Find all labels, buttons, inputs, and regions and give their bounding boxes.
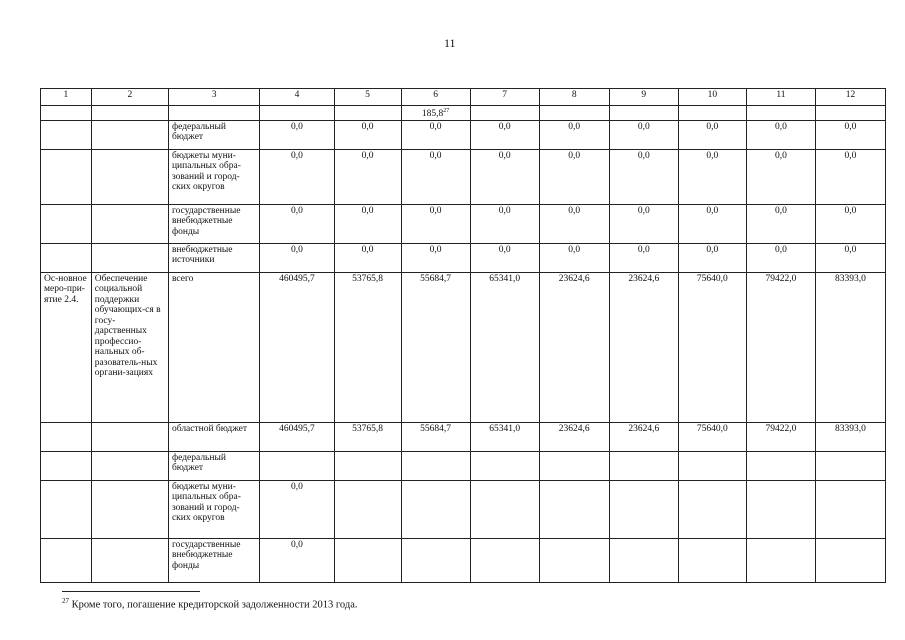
table-cell (334, 538, 401, 582)
column-header-3: 3 (168, 89, 259, 106)
column-header-10: 10 (678, 89, 746, 106)
table-cell (609, 538, 678, 582)
table-row (41, 204, 886, 243)
table-cell (470, 106, 539, 121)
table-cell: 53765,8 (334, 422, 401, 451)
column-header-2: 2 (91, 89, 168, 106)
table-row (41, 149, 886, 204)
table-cell (539, 538, 609, 582)
table-cell (41, 149, 92, 204)
footnote-rule (62, 591, 200, 592)
table-row (41, 538, 886, 582)
table-cell: 0,0 (470, 149, 539, 204)
table-cell (609, 106, 678, 121)
row-label: областной бюджет (168, 422, 259, 451)
row-label: бюджеты муни-ципальных обра-зований и город-ских округов (168, 480, 259, 538)
table-cell: 55684,7 (401, 422, 470, 451)
table-cell: 0,0 (539, 243, 609, 272)
table-cell (470, 451, 539, 480)
table-cell: 0,0 (470, 120, 539, 149)
table-cell (678, 106, 746, 121)
table-cell (91, 422, 168, 451)
table-cell (91, 106, 168, 121)
column-header-12: 12 (815, 89, 885, 106)
table-cell: 0,0 (260, 243, 334, 272)
table-cell: 0,0 (260, 480, 334, 538)
row-label: внебюджетные источники (168, 243, 259, 272)
table-cell: 55684,7 (401, 272, 470, 422)
column-header-5: 5 (334, 89, 401, 106)
table-cell (260, 106, 334, 121)
table-row (41, 422, 886, 451)
table-cell (539, 106, 609, 121)
table-cell (41, 422, 92, 451)
table-cell (609, 451, 678, 480)
table-cell (678, 451, 746, 480)
table-cell (609, 480, 678, 538)
table-cell: 0,0 (401, 120, 470, 149)
table-cell (401, 538, 470, 582)
column-header-6: 6 (401, 89, 470, 106)
table-cell: 0,0 (470, 243, 539, 272)
table-cell: 0,0 (334, 204, 401, 243)
table-cell (815, 106, 885, 121)
table-cell (91, 538, 168, 582)
table-cell (539, 480, 609, 538)
table-cell: 460495,7 (260, 272, 334, 422)
table-cell (41, 243, 92, 272)
table-cell (401, 480, 470, 538)
table-cell: 0,0 (260, 204, 334, 243)
table-cell: 65341,0 (470, 422, 539, 451)
table-cell (41, 106, 92, 121)
table-cell: 0,0 (609, 120, 678, 149)
table-cell: 0,0 (334, 120, 401, 149)
table-cell (334, 451, 401, 480)
table-cell (470, 480, 539, 538)
table-cell: 0,0 (539, 149, 609, 204)
table-cell (678, 480, 746, 538)
table-cell: 0,0 (539, 204, 609, 243)
table-cell (41, 538, 92, 582)
table-cell: 0,0 (815, 243, 885, 272)
measure-code: Ос-новное меро-при-ятие 2.4. (41, 272, 92, 422)
table-row (41, 480, 886, 538)
table-cell: 0,0 (678, 204, 746, 243)
table-cell (334, 106, 401, 121)
table-cell (91, 120, 168, 149)
footnote-text: Кроме того, погашение кредиторской задолженности 2013 года. (71, 599, 358, 611)
table-cell: 79422,0 (746, 422, 815, 451)
table-cell: 0,0 (678, 243, 746, 272)
table-cell: 460495,7 (260, 422, 334, 451)
table-cell (746, 480, 815, 538)
table-cell: 0,0 (260, 538, 334, 582)
table-cell (91, 149, 168, 204)
table-cell (91, 204, 168, 243)
table-cell: 0,0 (746, 204, 815, 243)
table-cell: 0,0 (746, 243, 815, 272)
table-cell (815, 538, 885, 582)
table-cell: 75640,0 (678, 272, 746, 422)
column-header-1: 1 (41, 89, 92, 106)
table-cell (260, 451, 334, 480)
table-cell: 0,0 (260, 120, 334, 149)
row-label: бюджеты муни-ципальных обра-зований и город-ских округов (168, 149, 259, 204)
table-cell (91, 243, 168, 272)
header-row (41, 89, 886, 106)
table-cell (678, 538, 746, 582)
table-row (41, 120, 886, 149)
table-cell: 0,0 (609, 149, 678, 204)
table-cell (168, 106, 259, 121)
table-cell: 0,0 (746, 149, 815, 204)
table-cell (41, 480, 92, 538)
table-cell (401, 451, 470, 480)
column-header-11: 11 (746, 89, 815, 106)
footnote (62, 597, 357, 611)
table-cell: 0,0 (401, 243, 470, 272)
table-cell (746, 106, 815, 121)
table-cell (746, 538, 815, 582)
table-cell: 0,0 (260, 149, 334, 204)
budget-table (40, 88, 886, 583)
cell-value: 185,8 (421, 109, 444, 120)
table-cell: 0,0 (609, 243, 678, 272)
table-cell: 0,0 (609, 204, 678, 243)
table-cell: 0,0 (401, 149, 470, 204)
table-cell: 83393,0 (815, 272, 885, 422)
table-cell: 0,0 (334, 149, 401, 204)
row-label: государственные внебюджетные фонды (168, 204, 259, 243)
table-cell: 0,0 (678, 149, 746, 204)
table-cell: 23624,6 (609, 272, 678, 422)
table-cell: 83393,0 (815, 422, 885, 451)
footnote-ref: 27 (443, 108, 450, 114)
table-row (41, 272, 886, 422)
table-row (41, 106, 886, 121)
row-label: государственные внебюджетные фонды (168, 538, 259, 582)
column-header-7: 7 (470, 89, 539, 106)
table-cell: 0,0 (815, 204, 885, 243)
table-cell (815, 451, 885, 480)
table-cell (470, 538, 539, 582)
table-cell: 75640,0 (678, 422, 746, 451)
column-header-4: 4 (260, 89, 334, 106)
table-cell: 0,0 (401, 204, 470, 243)
table-cell (91, 451, 168, 480)
table-cell: 0,0 (678, 120, 746, 149)
row-label: всего (168, 272, 259, 422)
footnote-mark: 27 (62, 597, 69, 605)
table-cell: 0,0 (334, 243, 401, 272)
table-cell: 0,0 (815, 149, 885, 204)
table-cell: 23624,6 (539, 422, 609, 451)
table-cell (41, 204, 92, 243)
table-cell (401, 106, 470, 121)
table-cell: 65341,0 (470, 272, 539, 422)
page-number: 11 (444, 36, 456, 50)
table-cell (539, 451, 609, 480)
table-cell (91, 480, 168, 538)
table-cell: 0,0 (539, 120, 609, 149)
table-cell (334, 480, 401, 538)
table-cell: 53765,8 (334, 272, 401, 422)
row-label: федеральный бюджет (168, 120, 259, 149)
table-cell (746, 451, 815, 480)
table-cell: 23624,6 (539, 272, 609, 422)
table-cell: 79422,0 (746, 272, 815, 422)
table-cell: 23624,6 (609, 422, 678, 451)
table-cell (815, 480, 885, 538)
table-cell (41, 120, 92, 149)
table-cell: 0,0 (746, 120, 815, 149)
table-cell: 0,0 (815, 120, 885, 149)
column-header-9: 9 (609, 89, 678, 106)
table-row (41, 451, 886, 480)
table-row (41, 243, 886, 272)
row-label: федеральный бюджет (168, 451, 259, 480)
column-header-8: 8 (539, 89, 609, 106)
table-cell: 0,0 (470, 204, 539, 243)
table-cell (41, 451, 92, 480)
measure-title: Обеспечение социальной поддержки обучающих-ся в госу-дарственных профессио-нальных об-разователь-ных органи-зациях (91, 272, 168, 422)
